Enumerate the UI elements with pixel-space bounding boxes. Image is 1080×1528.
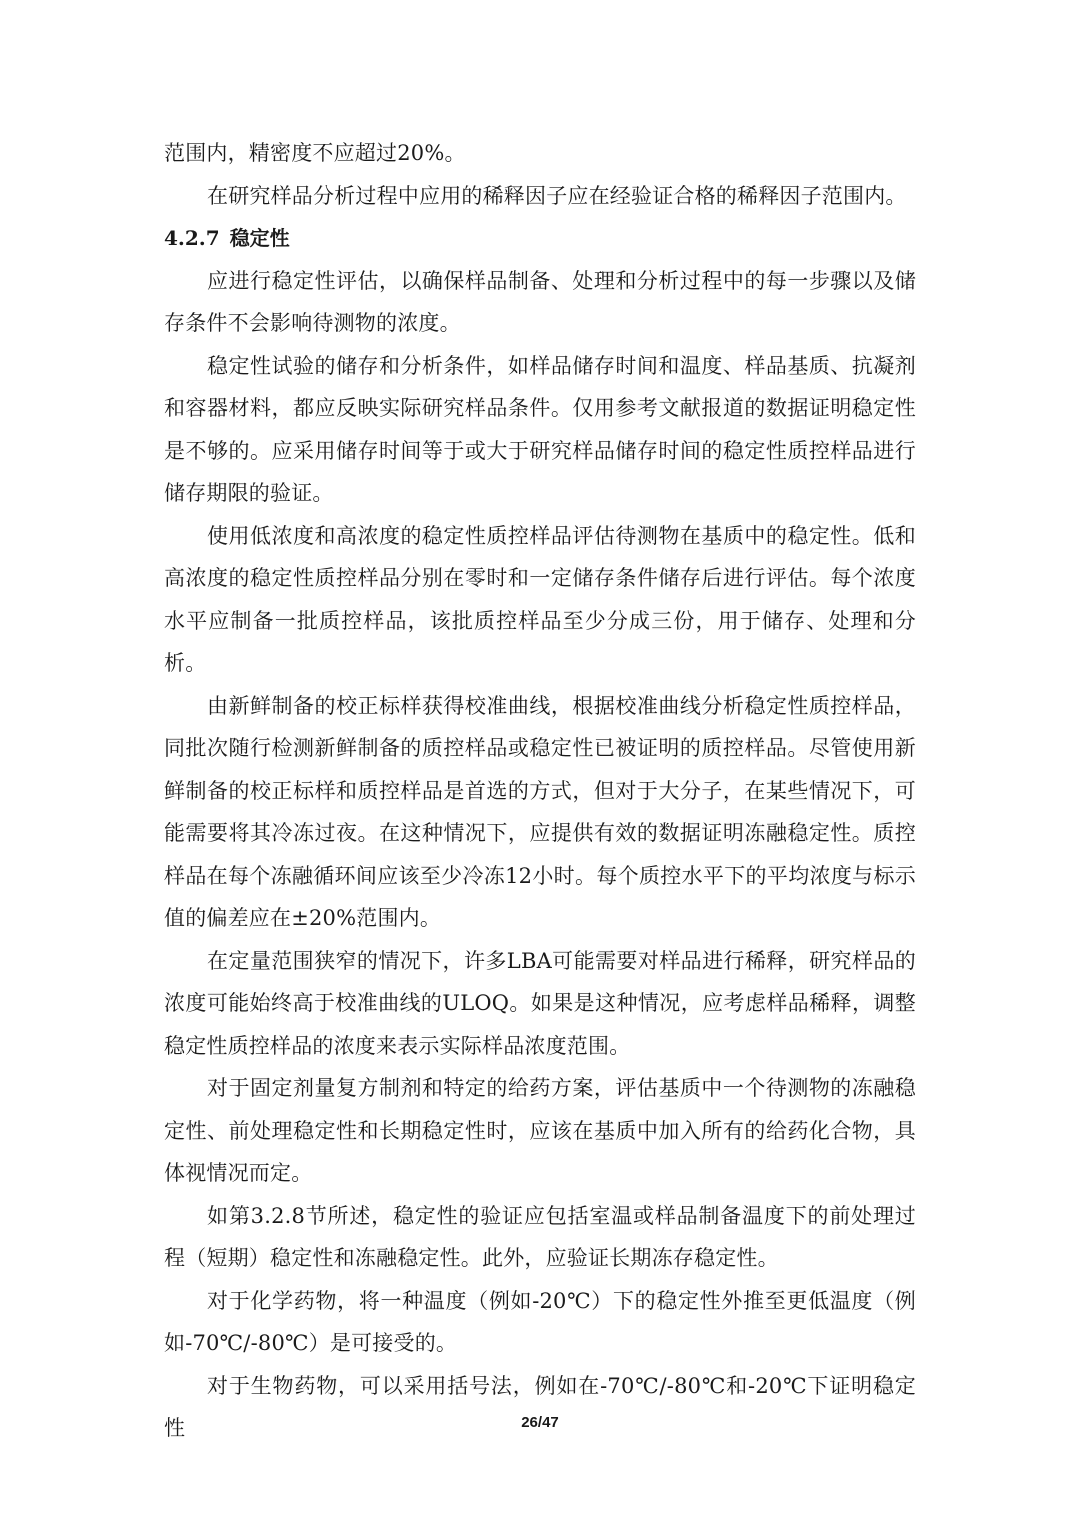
paragraph-section-reference: 如第3.2.8节所述，稳定性的验证应包括室温或样品制备温度下的前处理过程（短期）稳定性和冻融稳定性。此外，应验证长期冻存稳定性。 — [164, 1203, 916, 1270]
document-body — [164, 132, 916, 1450]
section-number: 4.2.7 — [164, 226, 220, 250]
paragraph-calibration-curve: 由新鲜制备的校正标样获得校准曲线，根据校准曲线分析稳定性质控样品，同批次随行检测新鲜制备的质控样品或稳定性已被证明的质控样品。尽管使用新鲜制备的校正标样和质控样品是首选的方式，但对于大分子，在某些情况下，可能需要将其冷冻过夜。在这种情况下，应提供有效的数据证明冻融稳定性。质控样品在每个冻融循环间应该至少冷冻12小时。每个质控水平下的平均浓度与标示值的偏差应在±20%范围内。 — [164, 693, 916, 930]
page-number: 26/47 — [521, 1414, 559, 1431]
paragraph-chemical-drugs: 对于化学药物，将一种温度（例如-20℃）下的稳定性外推至更低温度（例如-70℃/-80℃）是可接受的。 — [164, 1288, 916, 1355]
paragraph-qc-levels: 使用低浓度和高浓度的稳定性质控样品评估待测物在基质中的稳定性。低和高浓度的稳定性质控样品分别在零时和一定储存条件储存后进行评估。每个浓度水平应制备一批质控样品，该批质控样品至少分成三份，用于储存、处理和分析。 — [164, 523, 916, 675]
paragraph-stability-intro: 应进行稳定性评估，以确保样品制备、处理和分析过程中的每一步骤以及储存条件不会影响待测物的浓度。 — [164, 268, 916, 335]
section-heading — [164, 217, 916, 260]
continued-paragraph: 范围内，精密度不应超过20%。 — [164, 141, 466, 165]
paragraph-storage-conditions: 稳定性试验的储存和分析条件，如样品储存时间和温度、样品基质、抗凝剂和容器材料，都应反映实际研究样品条件。仅用参考文献报道的数据证明稳定性是不够的。应采用储存时间等于或大于研究样品储存时间的稳定性质控样品进行储存期限的验证。 — [164, 353, 916, 505]
paragraph-dilution-factor: 在研究样品分析过程中应用的稀释因子应在经验证合格的稀释因子范围内。 — [207, 183, 907, 208]
paragraph-fixed-dose: 对于固定剂量复方制剂和特定的给药方案，评估基质中一个待测物的冻融稳定性、前处理稳定性和长期稳定性时，应该在基质中加入所有的给药化合物，具体视情况而定。 — [164, 1076, 916, 1185]
section-title: 稳定性 — [229, 226, 290, 250]
paragraph-lba-dilution: 在定量范围狭窄的情况下，许多LBA可能需要对样品进行稀释，研究样品的浓度可能始终高于校准曲线的ULOQ。如果是这种情况，应考虑样品稀释，调整稳定性质控样品的浓度来表示实际样品浓度范围。 — [164, 948, 916, 1058]
paragraph-biological-drugs: 对于生物药物，可以采用括号法，例如在-70℃/-80℃和-20℃下证明稳定性 — [164, 1373, 916, 1440]
